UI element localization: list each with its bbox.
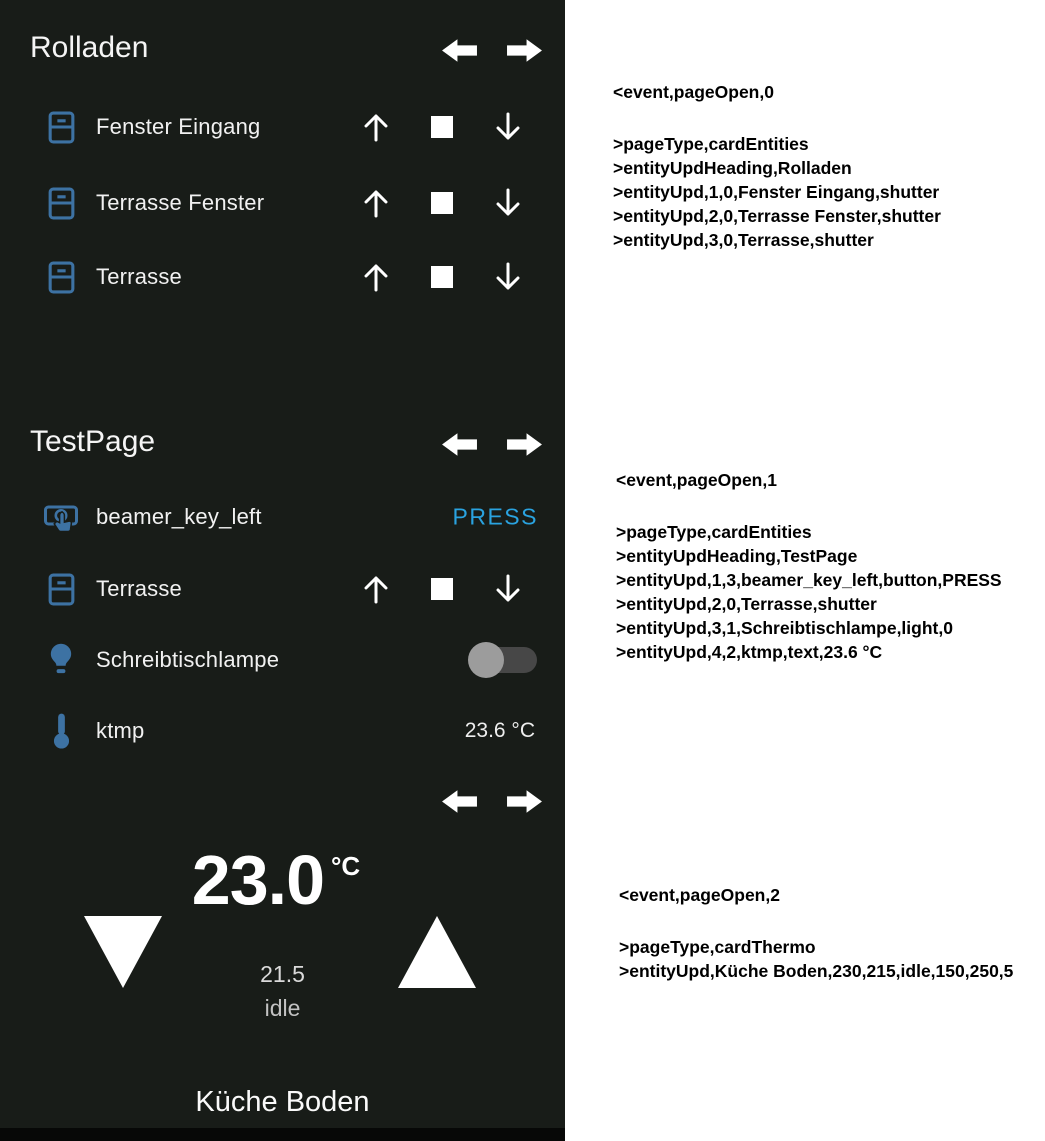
entity-row-terrasse-fenster (0, 181, 565, 225)
serial-log-block-2 (619, 883, 1013, 983)
nav-prev-arrow-icon[interactable] (441, 37, 478, 64)
thermostat-target-temperature: 21.5 (260, 961, 305, 987)
shutter-stop-button[interactable] (424, 567, 460, 611)
page-nav-rolladen (441, 37, 543, 64)
shutter-up-button[interactable] (358, 105, 394, 149)
thermometer-icon (42, 709, 80, 753)
log-line: >entityUpd,2,0,Terrasse,shutter (616, 594, 877, 614)
stop-square-icon (431, 266, 453, 288)
nav-next-arrow-icon[interactable] (506, 788, 543, 815)
shutter-down-button[interactable] (490, 255, 526, 299)
log-event-line: <event,pageOpen,0 (613, 82, 774, 102)
nav-prev-arrow-icon[interactable] (441, 431, 478, 458)
entity-label: Terrasse (96, 264, 182, 289)
entity-label: Schreibtischlampe (96, 647, 280, 672)
shutter-down-button[interactable] (490, 181, 526, 225)
gesture-tap-button-icon (42, 495, 80, 539)
shutter-up-button[interactable] (358, 181, 394, 225)
stop-square-icon (431, 192, 453, 214)
card-heading-rolladen: Rolladen (30, 31, 149, 64)
sensor-value: 23.6 °C (464, 719, 535, 742)
entity-label: Terrasse (96, 576, 182, 601)
stop-square-icon (431, 578, 453, 600)
toggle-knob (468, 642, 504, 678)
log-event-line: <event,pageOpen,2 (619, 885, 780, 905)
entity-row-terrasse-2 (0, 567, 565, 611)
entity-label: Fenster Eingang (96, 114, 261, 139)
entity-label: ktmp (96, 718, 145, 743)
window-shutter-icon (42, 105, 80, 149)
log-line: >entityUpdHeading,TestPage (616, 546, 858, 566)
press-button[interactable]: PRESS (452, 503, 538, 530)
temp-unit: °C (331, 851, 361, 881)
log-line: >entityUpd,3,1,Schreibtischlampe,light,0 (616, 618, 953, 638)
log-line: >pageType,cardThermo (619, 937, 816, 957)
lightbulb-icon (42, 638, 80, 682)
page-nav-testpage (441, 431, 543, 458)
log-event-line: <event,pageOpen,1 (616, 470, 777, 490)
entity-row-schreibtischlampe (0, 638, 565, 682)
thermostat-current-temperature (0, 843, 552, 917)
serial-log-block-0 (613, 80, 941, 252)
entity-label: beamer_key_left (96, 504, 262, 529)
log-line: >pageType,cardEntities (613, 134, 809, 154)
current-temp-value: 23.0 (191, 841, 325, 919)
entity-row-beamer-key-left (0, 495, 565, 539)
log-line: >entityUpd,2,0,Terrasse Fenster,shutter (613, 206, 941, 226)
shutter-stop-button[interactable] (424, 105, 460, 149)
log-line: >pageType,cardEntities (616, 522, 812, 542)
card-heading-testpage: TestPage (30, 425, 156, 458)
shutter-stop-button[interactable] (424, 255, 460, 299)
nav-next-arrow-icon[interactable] (506, 37, 543, 64)
log-line: >entityUpd,1,3,beamer_key_left,button,PRESS (616, 570, 1002, 590)
log-line: >entityUpdHeading,Rolladen (613, 158, 852, 178)
page-nav-thermo (441, 788, 543, 815)
stop-square-icon (431, 116, 453, 138)
log-line: >entityUpd,1,0,Fenster Eingang,shutter (613, 182, 940, 202)
shutter-up-button[interactable] (358, 255, 394, 299)
shutter-stop-button[interactable] (424, 181, 460, 225)
entity-row-ktmp (0, 709, 565, 753)
window-shutter-icon (42, 181, 80, 225)
entity-row-terrasse (0, 255, 565, 299)
thermostat-state: idle (264, 995, 301, 1021)
nav-prev-arrow-icon[interactable] (441, 788, 478, 815)
shutter-down-button[interactable] (490, 105, 526, 149)
thermostat-title: Küche Boden (195, 1086, 370, 1118)
log-line: >entityUpd,3,0,Terrasse,shutter (613, 230, 874, 250)
entity-row-fenster-eingang (0, 105, 565, 149)
light-toggle-switch[interactable] (468, 642, 537, 678)
log-line: >entityUpd,4,2,ktmp,text,23.6 °C (616, 642, 883, 662)
window-shutter-icon (42, 567, 80, 611)
serial-log-block-1 (616, 468, 1002, 664)
entity-label: Terrasse Fenster (96, 190, 265, 215)
shutter-down-button[interactable] (490, 567, 526, 611)
panel-bottom-bezel (0, 1128, 565, 1141)
nav-next-arrow-icon[interactable] (506, 431, 543, 458)
shutter-up-button[interactable] (358, 567, 394, 611)
window-shutter-icon (42, 255, 80, 299)
log-line: >entityUpd,Küche Boden,230,215,idle,150,250,5 (619, 961, 1014, 981)
